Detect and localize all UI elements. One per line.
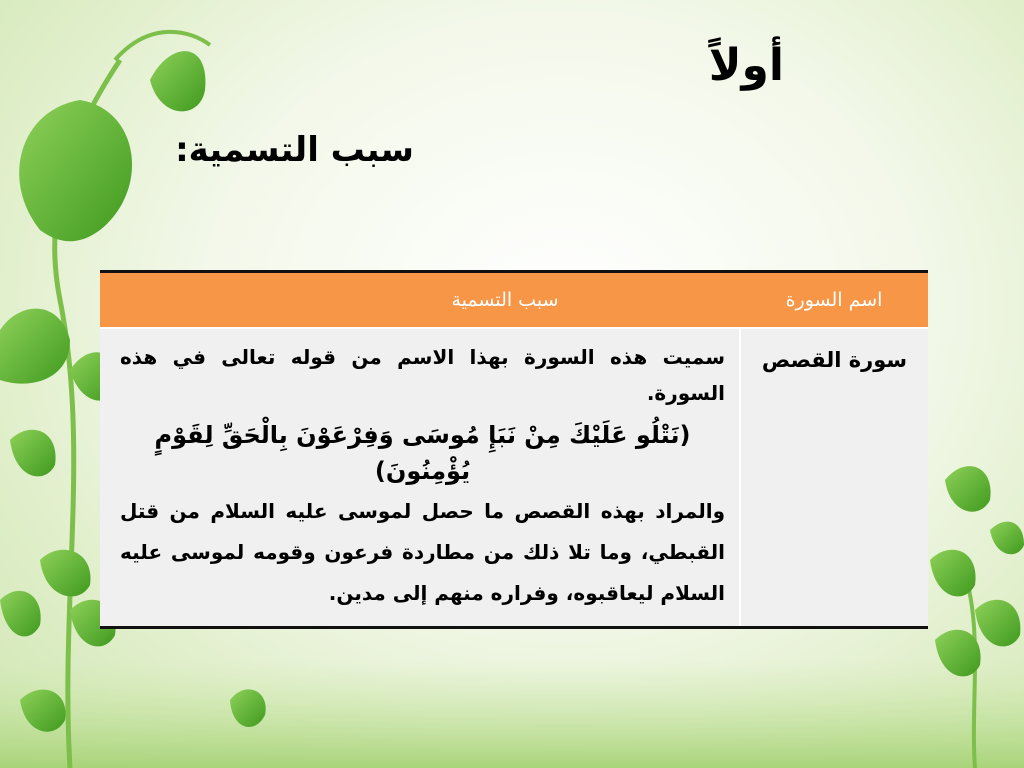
reason-cell [100,328,740,628]
table-row [100,328,928,628]
surah-name-cell: سورة القصص [740,328,928,628]
reason-meaning: والمراد بهذه القصص ما حصل لموسى عليه السلام من قتل القبطي، وما تلا ذلك من مطاردة فرعون وقومه لموسى عليه السلام ليعاقبوه، وفراره منهم إلى مدين. [120,499,725,605]
header-surah-name: اسم السورة [740,272,928,329]
table-header-row [100,272,928,329]
naming-table [100,270,928,629]
slide-heading: أولاً [708,40,784,91]
slide-subheading: سبب التسمية: [175,130,414,170]
header-naming-reason: سبب التسمية [100,272,740,329]
reason-intro: سميت هذه السورة بهذا الاسم من قوله تعالى في هذه السورة. [120,345,725,405]
quran-verse: (نَتْلُو عَلَيْكَ مِنْ نَبَإِ مُوسَى وَفِرْعَوْنَ بِالْحَقِّ لِقَوْمٍ يُؤْمِنُونَ) [154,421,691,485]
